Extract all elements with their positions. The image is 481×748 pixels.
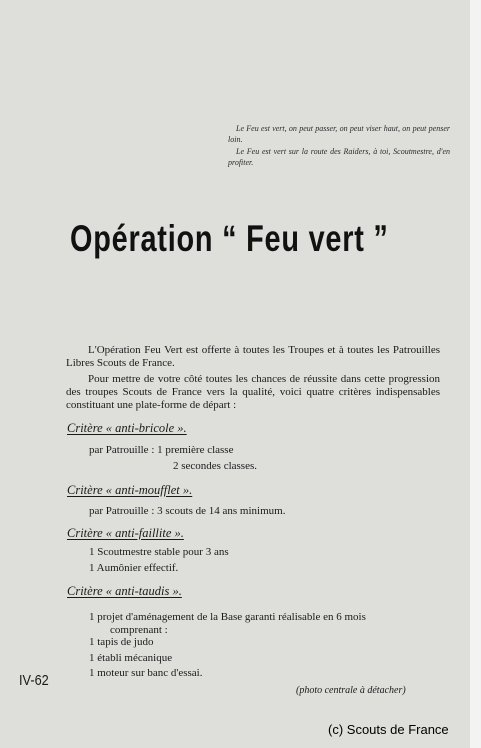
intro-paragraph-2: Pour mettre de votre côté toutes les chances de réussite dans cette progression des troupes Scouts de France vers la qualité, voici quatre critères indispensables constituant une plate-forme de départ : <box>66 373 440 411</box>
criterion-line: comprenant : <box>110 624 168 636</box>
photo-caption: (photo centrale à détacher) <box>296 685 406 696</box>
criterion-line: 1 Scoutmestre stable pour 3 ans <box>89 546 229 558</box>
epigraph-line-2: Le Feu est vert sur la route des Raiders, à toi, Scoutmestre, d'en profiter. <box>228 147 450 167</box>
criterion-heading-anti-bricole: Critère « anti-bricole ». <box>67 421 187 435</box>
criterion-line: 1 Aumônier effectif. <box>89 562 179 574</box>
page-edge <box>470 0 481 748</box>
epigraph <box>228 123 450 169</box>
criterion-line: 1 moteur sur banc d'essai. <box>89 667 203 679</box>
criterion-line: par Patrouille : 3 scouts de 14 ans minimum. <box>89 505 286 517</box>
intro-paragraph-1: L'Opération Feu Vert est offerte à toutes les Troupes et à toutes les Patrouilles Libres Scouts de France. <box>66 344 440 369</box>
criterion-heading-anti-taudis: Critère « anti-taudis ». <box>67 584 182 598</box>
criterion-line: par Patrouille : 1 première classe <box>89 444 234 456</box>
criterion-line: 1 établi mécanique <box>89 652 173 664</box>
copyright-watermark: (c) Scouts de France <box>328 722 449 737</box>
criterion-heading-anti-faillite: Critère « anti-faillite ». <box>67 526 184 540</box>
page-number: IV-62 <box>19 672 49 689</box>
intro-text <box>66 344 440 412</box>
criterion-line: 2 secondes classes. <box>173 460 258 472</box>
page-title: Opération “ Feu vert ” <box>70 218 389 259</box>
epigraph-line-1: Le Feu est vert, on peut passer, on peut viser haut, on peut penser loin. <box>228 124 450 144</box>
criterion-heading-anti-moufflet: Critère « anti-moufflet ». <box>67 483 193 497</box>
criterion-line: 1 projet d'aménagement de la Base garanti réalisable en 6 mois <box>89 611 366 623</box>
criterion-line: 1 tapis de judo <box>89 636 154 648</box>
